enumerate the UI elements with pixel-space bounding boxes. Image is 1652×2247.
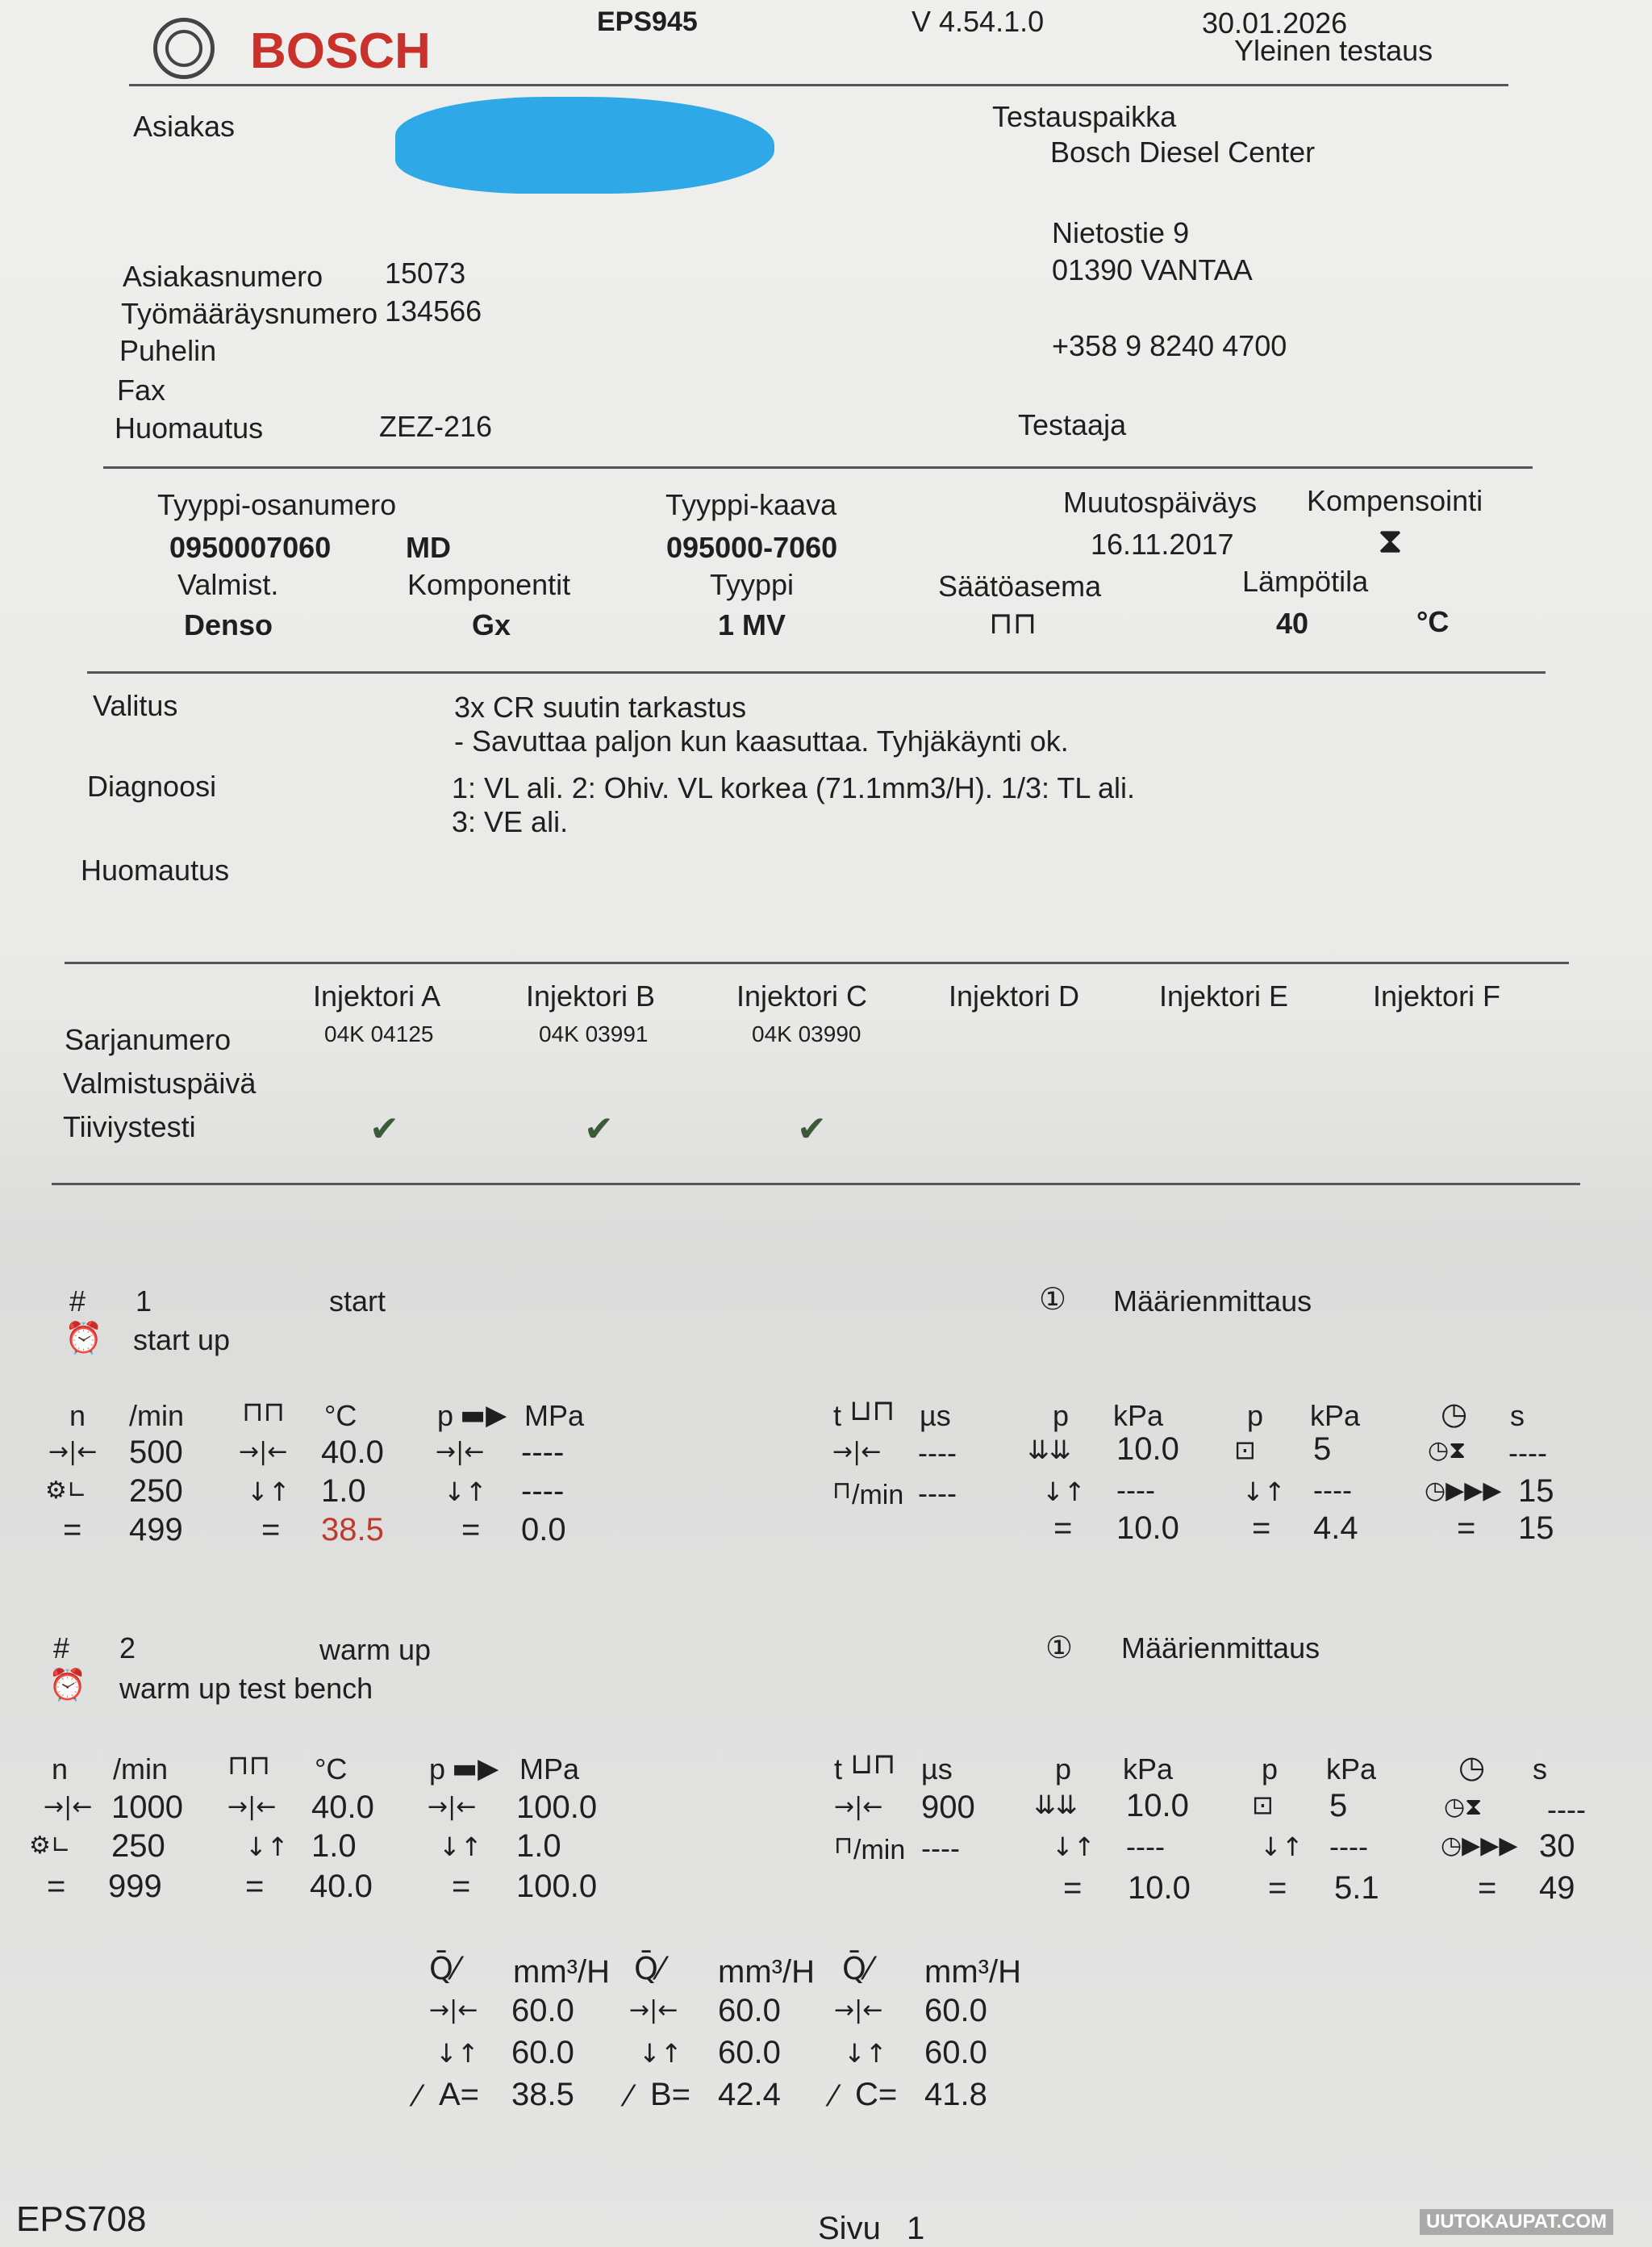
- station-label: Säätöasema: [938, 570, 1102, 603]
- step2-p1-set: 10.0: [1126, 1788, 1189, 1823]
- tolerance-icon: ↓↑: [1260, 1831, 1304, 1862]
- type-label: Tyyppi: [710, 568, 795, 601]
- test-site-street: Nietostie 9: [1052, 216, 1190, 249]
- step2-n-act: 999: [108, 1869, 162, 1904]
- qb-label: B=: [650, 2077, 691, 2112]
- station-icon: ⊓⊓: [989, 605, 1037, 641]
- step2-p2-act: 5.1: [1334, 1870, 1379, 1906]
- tolerance-icon: ↓↑: [439, 1831, 482, 1862]
- test-site-label: Testauspaikka: [992, 100, 1177, 133]
- components-label: Komponentit: [407, 568, 571, 601]
- set-value-icon: →|←: [227, 1793, 277, 1821]
- temp-value: 40: [1276, 607, 1309, 640]
- step2-n-label: n: [52, 1752, 69, 1785]
- step1-n-eq: =: [63, 1512, 82, 1547]
- step1-p-set: ----: [521, 1435, 565, 1470]
- step1-s-unit: s: [1510, 1399, 1525, 1432]
- step1-ti-unit: µs: [920, 1399, 951, 1432]
- pressure-arrow-icon: ▬▶: [452, 1752, 499, 1785]
- qa-quantity-icon: Q̄⁄: [429, 1951, 459, 1986]
- customer-label: Asiakas: [133, 110, 236, 143]
- test-site-phone: +358 9 8240 4700: [1052, 329, 1287, 362]
- qb-act: 42.4: [718, 2077, 781, 2112]
- step2-measure-icon: ①: [1045, 1630, 1074, 1665]
- set-value-icon: →|←: [834, 1793, 883, 1821]
- qc-slash-icon: ⁄: [831, 2080, 836, 2113]
- qb-slash-icon: ⁄: [626, 2080, 632, 2113]
- fax-label: Fax: [117, 374, 166, 407]
- step2-t-set: 40.0: [311, 1790, 374, 1825]
- inlet-pressure-icon: ⇊⇊: [1034, 1790, 1078, 1820]
- tolerance-icon: ↓↑: [245, 1831, 289, 1862]
- step1-number: 1: [136, 1284, 152, 1318]
- bosch-logo-icon: [153, 18, 215, 79]
- serial-b: 04K 03991: [539, 1021, 649, 1046]
- step1-p-label: p: [437, 1399, 454, 1432]
- qc-tol: 60.0: [924, 2035, 987, 2070]
- step2-p-label: p: [429, 1752, 446, 1785]
- tolerance-icon: ↓↑: [844, 2038, 887, 2069]
- tolerance-icon: ↓↑: [1052, 1831, 1095, 1862]
- complaint-label: Valitus: [93, 689, 178, 722]
- qb-set: 60.0: [718, 1993, 781, 2028]
- step1-n-unit: /min: [129, 1399, 185, 1432]
- compensation-label: Kompensointi: [1307, 484, 1483, 517]
- pulse-icon: ⊔⊓: [850, 1748, 896, 1781]
- step2-p-eq: =: [452, 1869, 471, 1904]
- diagnosis-line2: 3: VE ali.: [452, 805, 569, 838]
- qb-quantity-icon: Q̄⁄: [634, 1951, 664, 1986]
- step2-name: warm up: [319, 1633, 432, 1666]
- run-timer-icon: ◷▶▶▶: [1441, 1831, 1518, 1860]
- step1-p2-label: p: [1247, 1399, 1264, 1432]
- step1-p1-tol: ----: [1116, 1473, 1155, 1506]
- step2-n-eq: =: [47, 1869, 66, 1904]
- step2-s-eq: =: [1478, 1870, 1497, 1906]
- step2-p-act: 100.0: [516, 1869, 598, 1904]
- injector-c-header: Injektori C: [736, 979, 868, 1013]
- watermark: UUTOKAUPAT.COM: [1420, 2209, 1613, 2235]
- step1-t-unit: °C: [324, 1399, 357, 1432]
- step2-p1-act: 10.0: [1128, 1870, 1191, 1906]
- step2-p2-tol: ----: [1329, 1830, 1368, 1863]
- pulse-rate-icon: ⊓: [832, 1476, 852, 1505]
- step2-p-set: 100.0: [516, 1790, 598, 1825]
- step2-p2-label: p: [1262, 1752, 1279, 1785]
- step2-desc: warm up test bench: [119, 1672, 373, 1705]
- return-pressure-icon: ⊡: [1234, 1435, 1256, 1465]
- step2-measure-label: Määrienmittaus: [1121, 1631, 1320, 1664]
- compensation-icon: ⧗: [1378, 520, 1403, 562]
- serial-a: 04K 04125: [324, 1021, 434, 1046]
- step1-n-act: 499: [129, 1512, 183, 1547]
- temp-label: Lämpötila: [1242, 565, 1369, 598]
- temp-sensor-icon: ⊓⊓: [242, 1396, 286, 1428]
- return-pressure-icon: ⊡: [1252, 1790, 1274, 1820]
- step2-p2-eq: =: [1268, 1870, 1287, 1906]
- customer-note-label: Huomautus: [115, 411, 264, 445]
- idle-icon: ⚙∟: [29, 1831, 72, 1860]
- step2-p1-tol: ----: [1126, 1830, 1165, 1863]
- step1-desc: start up: [133, 1323, 231, 1356]
- phone-label: Puhelin: [119, 334, 217, 367]
- type-no: 0950007060: [169, 531, 332, 564]
- step2-clock-icon: ⏰: [48, 1667, 87, 1702]
- step2-p2-unit: kPa: [1326, 1752, 1377, 1785]
- step2-t-act: 40.0: [310, 1869, 373, 1904]
- order-number: 134566: [385, 294, 482, 328]
- step2-p1-unit: kPa: [1123, 1752, 1174, 1785]
- step1-s-set: ----: [1508, 1436, 1547, 1469]
- test-type: Yleinen testaus: [1234, 34, 1433, 67]
- qc-label: C=: [855, 2077, 898, 2112]
- tolerance-icon: ↓↑: [639, 2038, 682, 2069]
- step2-ti-min: /min: [853, 1835, 906, 1865]
- maker-label: Valmist.: [177, 568, 279, 601]
- footer-page-number: 1: [907, 2211, 925, 2246]
- qc-quantity-icon: Q̄⁄: [842, 1951, 872, 1986]
- step1-p-eq: =: [461, 1512, 481, 1547]
- set-value-icon: →|←: [429, 1996, 478, 2024]
- inlet-pressure-icon: ⇊⇊: [1028, 1435, 1071, 1465]
- order-number-label: Työmääräysnumero: [121, 297, 378, 330]
- leak-test-label: Tiiviystesti: [63, 1110, 196, 1143]
- step1-ti-label: t: [833, 1399, 842, 1432]
- qc-set: 60.0: [924, 1993, 987, 2028]
- step2-ti-label: t: [834, 1752, 843, 1785]
- qa-unit: mm³/H: [513, 1954, 610, 1990]
- step2-s-unit: s: [1533, 1752, 1547, 1785]
- step1-t-act: 38.5: [321, 1512, 384, 1547]
- step1-s-eq: =: [1457, 1510, 1476, 1546]
- qa-label: A=: [439, 2077, 480, 2112]
- qc-act: 41.8: [924, 2077, 987, 2112]
- step2-p2-set: 5: [1329, 1788, 1348, 1823]
- set-value-icon: →|←: [629, 1996, 678, 2024]
- step1-n-set: 500: [129, 1435, 183, 1470]
- header-divider: [129, 84, 1508, 86]
- brand-logo-text: BOSCH: [250, 23, 431, 79]
- step2-ti-unit: µs: [921, 1752, 953, 1785]
- set-value-icon: →|←: [428, 1793, 477, 1821]
- footer-model: EPS708: [16, 2199, 147, 2239]
- idle-icon: ⚙∟: [45, 1476, 88, 1505]
- injector-f-header: Injektori F: [1373, 979, 1501, 1013]
- step2-s-tol: 30: [1539, 1828, 1575, 1864]
- leak-check-c-icon: ✔: [797, 1109, 827, 1150]
- temp-unit: °C: [1416, 605, 1450, 638]
- step1-p2-eq: =: [1252, 1510, 1271, 1546]
- injector-divider: [52, 1183, 1580, 1185]
- formula-label: Tyyppi-kaava: [665, 488, 837, 521]
- step2-ti-min-val: ----: [921, 1831, 960, 1865]
- step1-clock-icon: ⏰: [65, 1320, 103, 1355]
- serial-c: 04K 03990: [752, 1021, 861, 1046]
- step1-p1-eq: =: [1053, 1510, 1073, 1546]
- tolerance-icon: ↓↑: [444, 1476, 487, 1507]
- step2-s-set: ----: [1547, 1793, 1586, 1826]
- step1-t-set: 40.0: [321, 1435, 384, 1470]
- device-model: EPS945: [597, 6, 698, 37]
- step2-t-unit: °C: [315, 1752, 348, 1785]
- mfg-date-label: Valmistuspäivä: [63, 1067, 257, 1100]
- timer-icon: ◷: [1458, 1749, 1486, 1785]
- qa-act: 38.5: [511, 2077, 574, 2112]
- set-value-icon: →|←: [834, 1996, 883, 2024]
- step1-p2-unit: kPa: [1310, 1399, 1361, 1432]
- step2-p-tol: 1.0: [516, 1828, 561, 1864]
- injector-e-header: Injektori E: [1159, 979, 1289, 1013]
- step1-p1-set: 10.0: [1116, 1431, 1179, 1467]
- tolerance-icon: ↓↑: [1042, 1476, 1086, 1507]
- step2-n-set: 1000: [111, 1790, 183, 1825]
- set-value-icon: →|←: [832, 1438, 882, 1466]
- tolerance-icon: ↓↑: [1242, 1476, 1286, 1507]
- tester-label: Testaaja: [1018, 408, 1127, 441]
- set-value-icon: →|←: [48, 1438, 98, 1466]
- step1-ti-min-val: ----: [918, 1476, 957, 1510]
- injector-b-header: Injektori B: [526, 979, 656, 1013]
- step1-p-unit: MPa: [524, 1399, 585, 1432]
- set-value-icon: →|←: [44, 1793, 93, 1821]
- leak-check-a-icon: ✔: [369, 1109, 399, 1150]
- components: Gx: [472, 608, 511, 641]
- step2-p-unit: MPa: [519, 1752, 580, 1785]
- type-suffix: MD: [406, 531, 451, 564]
- wait-timer-icon: ◷⧗: [1444, 1793, 1483, 1821]
- qc-unit: mm³/H: [924, 1954, 1021, 1990]
- remark-label: Huomautus: [81, 854, 230, 887]
- formula: 095000-7060: [666, 531, 838, 564]
- complaint-divider: [65, 962, 1569, 964]
- step2-s-act: 49: [1539, 1870, 1575, 1906]
- step2-t-eq: =: [245, 1869, 265, 1904]
- tolerance-icon: ↓↑: [436, 2038, 479, 2069]
- complaint-line1: 3x CR suutin tarkastus: [454, 691, 747, 724]
- diagnosis-line1: 1: VL ali. 2: Ohiv. VL korkea (71.1mm3/H). 1/3: TL ali.: [452, 771, 1136, 804]
- qa-tol: 60.0: [511, 2035, 574, 2070]
- redaction-blot: [395, 97, 774, 194]
- pulse-rate-icon: ⊓: [834, 1831, 853, 1860]
- step2-p1-label: p: [1055, 1752, 1072, 1785]
- step1-p2-act: 4.4: [1313, 1510, 1358, 1546]
- step1-ti-min: /min: [852, 1480, 904, 1510]
- report-date: 30.01.2026: [1202, 6, 1348, 40]
- injector-a-header: Injektori A: [313, 979, 441, 1013]
- change-date: 16.11.2017: [1091, 528, 1234, 561]
- step1-p1-label: p: [1053, 1399, 1070, 1432]
- step2-ti-set: 900: [921, 1790, 975, 1825]
- software-version: V 4.54.1.0: [912, 5, 1045, 38]
- step1-ti-set: ----: [918, 1436, 957, 1469]
- step1-n-label: n: [69, 1399, 86, 1432]
- injector-d-header: Injektori D: [949, 979, 1080, 1013]
- step1-p2-tol: ----: [1313, 1473, 1352, 1506]
- type-value: 1 MV: [718, 608, 786, 641]
- step2-number: 2: [119, 1631, 136, 1664]
- footer-page-label: Sivu: [818, 2211, 881, 2246]
- test-site-name: Bosch Diesel Center: [1050, 136, 1316, 169]
- step1-p-act: 0.0: [521, 1512, 566, 1547]
- timer-icon: ◷: [1441, 1396, 1468, 1431]
- qa-set: 60.0: [511, 1993, 574, 2028]
- change-date-label: Muutospäiväys: [1063, 486, 1258, 519]
- step1-p2-set: 5: [1313, 1431, 1332, 1467]
- serial-label: Sarjanumero: [65, 1023, 232, 1056]
- step1-name: start: [329, 1284, 386, 1318]
- step1-p1-unit: kPa: [1113, 1399, 1164, 1432]
- step1-measure-label: Määrienmittaus: [1113, 1284, 1312, 1318]
- leak-check-b-icon: ✔: [584, 1109, 614, 1150]
- customer-number-label: Asiakasnumero: [123, 260, 323, 293]
- step1-measure-icon: ①: [1039, 1281, 1067, 1317]
- customer-number: 15073: [385, 257, 466, 290]
- step2-n-unit: /min: [113, 1752, 169, 1785]
- part-divider: [87, 671, 1546, 674]
- step2-p1-eq: =: [1063, 1870, 1083, 1906]
- step1-t-tol: 1.0: [321, 1473, 366, 1509]
- step1-s-act: 15: [1518, 1510, 1554, 1546]
- temp-sensor-icon: ⊓⊓: [227, 1749, 271, 1781]
- step2-n-tol: 250: [111, 1828, 165, 1864]
- type-no-label: Tyyppi-osanumero: [157, 488, 397, 521]
- step1-t-eq: =: [261, 1512, 281, 1547]
- step1-s-tol: 15: [1518, 1473, 1554, 1509]
- step2-t-tol: 1.0: [311, 1828, 357, 1864]
- pressure-arrow-icon: ▬▶: [460, 1399, 507, 1431]
- step2-hash: #: [53, 1631, 70, 1664]
- qb-tol: 60.0: [718, 2035, 781, 2070]
- qb-unit: mm³/H: [718, 1954, 815, 1990]
- tolerance-icon: ↓↑: [247, 1476, 290, 1507]
- customer-note: ZEZ-216: [379, 410, 493, 443]
- qa-slash-icon: ⁄: [415, 2080, 420, 2113]
- diagnosis-label: Diagnoosi: [87, 770, 217, 803]
- step1-p1-act: 10.0: [1116, 1510, 1179, 1546]
- complaint-line2: - Savuttaa paljon kun kaasuttaa. Tyhjäkäynti ok.: [454, 725, 1069, 758]
- pulse-icon: ⊔⊓: [849, 1394, 895, 1427]
- customer-divider: [103, 466, 1533, 469]
- step1-hash: #: [69, 1284, 86, 1318]
- wait-timer-icon: ◷⧗: [1428, 1436, 1466, 1464]
- run-timer-icon: ◷▶▶▶: [1425, 1476, 1502, 1505]
- set-value-icon: →|←: [239, 1438, 288, 1466]
- set-value-icon: →|←: [436, 1438, 485, 1466]
- test-site-city: 01390 VANTAA: [1052, 253, 1253, 286]
- step1-n-tol: 250: [129, 1473, 183, 1509]
- maker: Denso: [184, 608, 273, 641]
- step1-p-tol: ----: [521, 1473, 565, 1509]
